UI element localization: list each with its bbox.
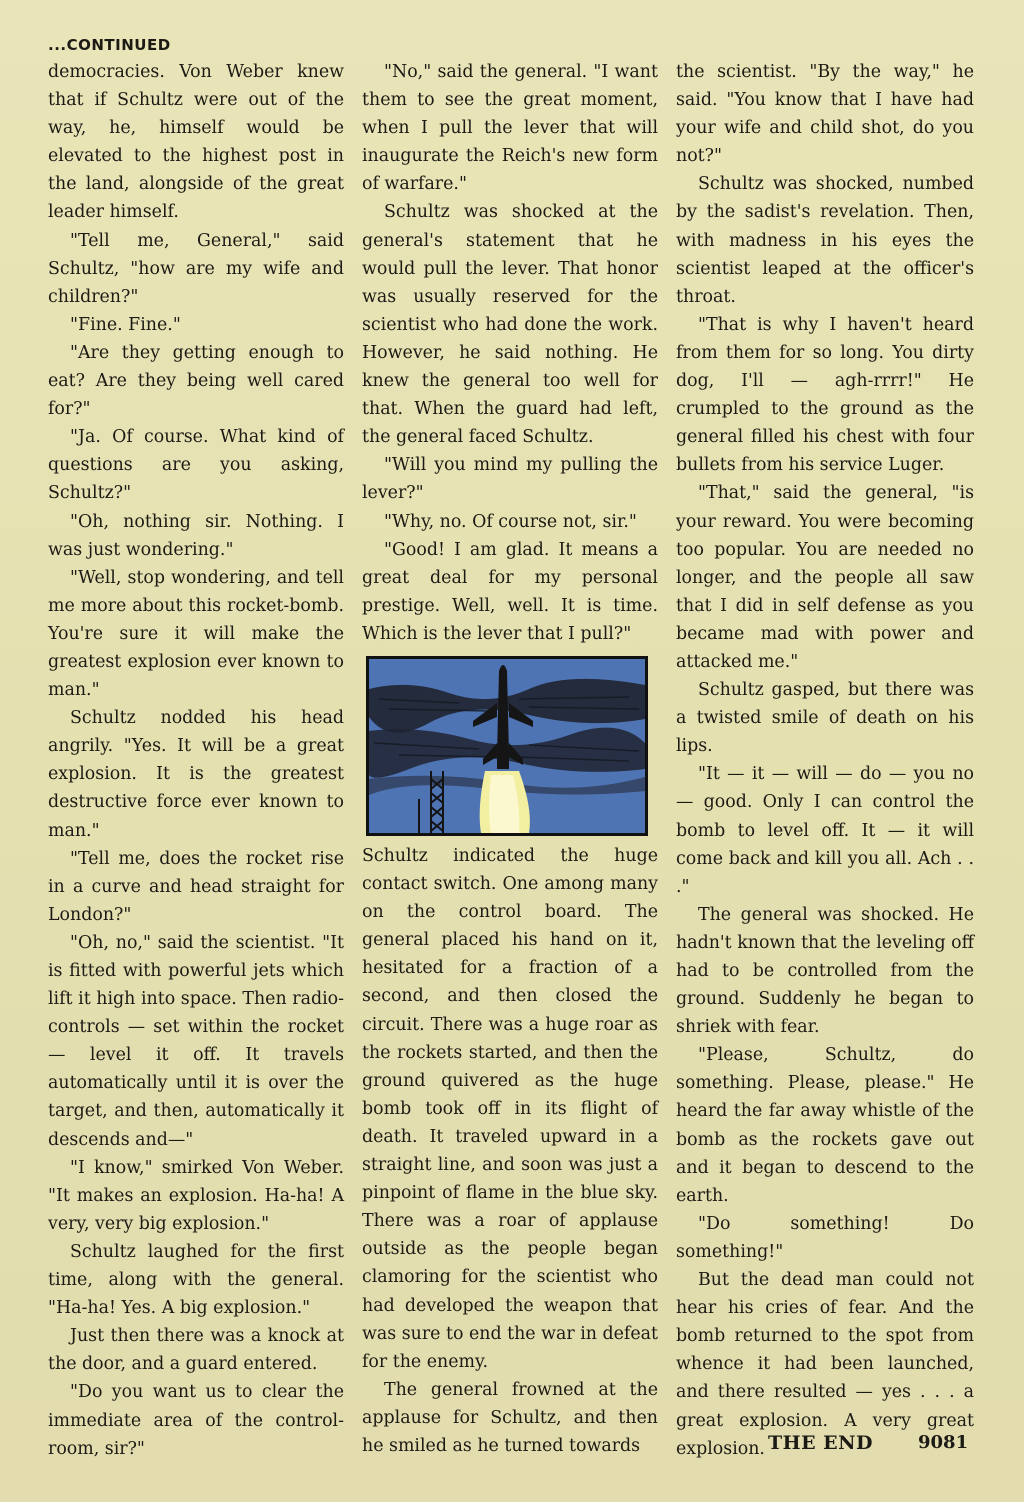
paragraph: "Well, stop wondering, and tell me more about this rocket-bomb. You're sure it will make the greatest explosion ever known to man.": [48, 567, 344, 701]
story-column-1: [48, 58, 344, 1463]
paragraph: "Good! I am glad. It means a great deal for my personal prestige. Well, well. It is time. Which is the lever that I pull?": [362, 539, 658, 644]
paragraph: "Tell me, does the rocket rise in a curve and head straight for London?": [48, 848, 344, 925]
paragraph: "I know," smirked Von Weber. "It makes an explosion. Ha-ha! A very, very big explosion.": [48, 1157, 344, 1234]
rocket-launch-illustration: [366, 656, 648, 836]
paragraph: "Fine. Fine.": [70, 314, 181, 335]
paragraph: Schultz was shocked, numbed by the sadist's revelation. Then, with madness in his eyes the scientist leaped at the officer's throat.: [676, 174, 974, 307]
continued-label: ...CONTINUED: [48, 36, 171, 54]
paragraph: democracies. Von Weber knew that if Schultz were out of the way, he, himself would be elevated to the highest post in the land, alongside of the great leader himself.: [48, 62, 344, 223]
the-end-label: THE END: [768, 1432, 874, 1454]
story-column-3: [676, 58, 974, 1463]
paragraph: Schultz gasped, but there was a twisted smile of death on his lips.: [676, 680, 974, 757]
paragraph: "That is why I haven't heard from them for so long. You dirty dog, I'll — agh-rrrr!" He crumpled to the ground as the general filled his chest with four bullets from his service Luger.: [676, 314, 974, 476]
paragraph: "Do something! Do something!": [676, 1213, 974, 1262]
paragraph: "Do you want us to clear the immediate area of the control-room, sir?": [48, 1382, 344, 1459]
paragraph: Schultz was shocked at the general's statement that he would pull the lever. That honor was usually reserved for the scientist who had done the work. However, he said nothing. He knew the general too well for that. When the guard had left, the general faced Schultz.: [362, 202, 658, 448]
paragraph: "Please, Schultz, do something. Please, please." He heard the far away whistle of the bomb as the rockets gave out and it began to descend to the earth.: [676, 1045, 974, 1206]
paragraph: But the dead man could not hear his cries of fear. And the bomb returned to the spot from whence it had been launched, and there resulted — yes . . . a great explosion. A very great explosion.: [676, 1270, 974, 1459]
paragraph: "It — it — will — do — you no — good. Only I can control the bomb to level off. It — it will come back and kill you all. Ach . . .": [676, 764, 974, 897]
paragraph: Schultz indicated the huge contact switch. One among many on the control board. The general placed his hand on it, hesitated for a fraction of a second, and then closed the circuit. There was a huge roar as the rockets started, and then the ground quivered as the huge bomb took off in its flight of death. It traveled upward in a straight line, and soon was just a pinpoint of flame in the blue sky. There was a roar of applause outside as the people began clamoring for the scientist who had developed the weapon that was sure to end the war in defeat for the enemy.: [362, 846, 659, 1372]
paragraph: Schultz nodded his head angrily. "Yes. It will be a great explosion. It is the greatest destructive force ever known to man.": [48, 708, 344, 841]
rocket-launch-icon: [369, 659, 645, 833]
paragraph: "No," said the general. "I want them to see the great moment, when I pull the lever that will inaugurate the Reich's new form of warfare.": [362, 62, 658, 195]
story-column-2-bottom: [362, 842, 658, 1460]
paragraph: "Oh, nothing sir. Nothing. I was just wondering.": [48, 511, 344, 560]
paragraph: Just then there was a knock at the door, and a guard entered.: [48, 1326, 344, 1375]
paragraph: "Are they getting enough to eat? Are they being well cared for?": [48, 342, 344, 420]
page-code: 9081: [918, 1432, 969, 1453]
paragraph: "Why, no. Of course not, sir.": [384, 511, 637, 532]
paragraph: "Ja. Of course. What kind of questions are you asking, Schultz?": [48, 427, 344, 504]
paragraph: The general was shocked. He hadn't known that the leveling off had to be controlled from the ground. Suddenly he began to shriek with fear.: [676, 904, 974, 1038]
paragraph: "Oh, no," said the scientist. "It is fitted with powerful jets which lift it high into space. Then radio-controls — set within the rocket — level it off. It travels automatically until it is over the target, and then, automatically it descends and—": [48, 932, 344, 1150]
paragraph: Schultz laughed for the first time, along with the general. "Ha-ha! Yes. A big explosion.": [48, 1241, 344, 1319]
paragraph: "Tell me, General," said Schultz, "how are my wife and children?": [48, 230, 344, 307]
paragraph: "Will you mind my pulling the lever?": [362, 455, 658, 504]
paragraph: The general frowned at the applause for Schultz, and then he smiled as he turned towards: [362, 1379, 658, 1456]
paragraph: the scientist. "By the way," he said. "You know that I have had your wife and child shot, do you not?": [676, 62, 974, 167]
story-column-2-top: [362, 58, 658, 648]
paragraph: "That," said the general, "is your reward. You were becoming too popular. You are needed no longer, and the people all saw that I did in self defense as you became mad with power and attacked me.": [676, 483, 974, 672]
